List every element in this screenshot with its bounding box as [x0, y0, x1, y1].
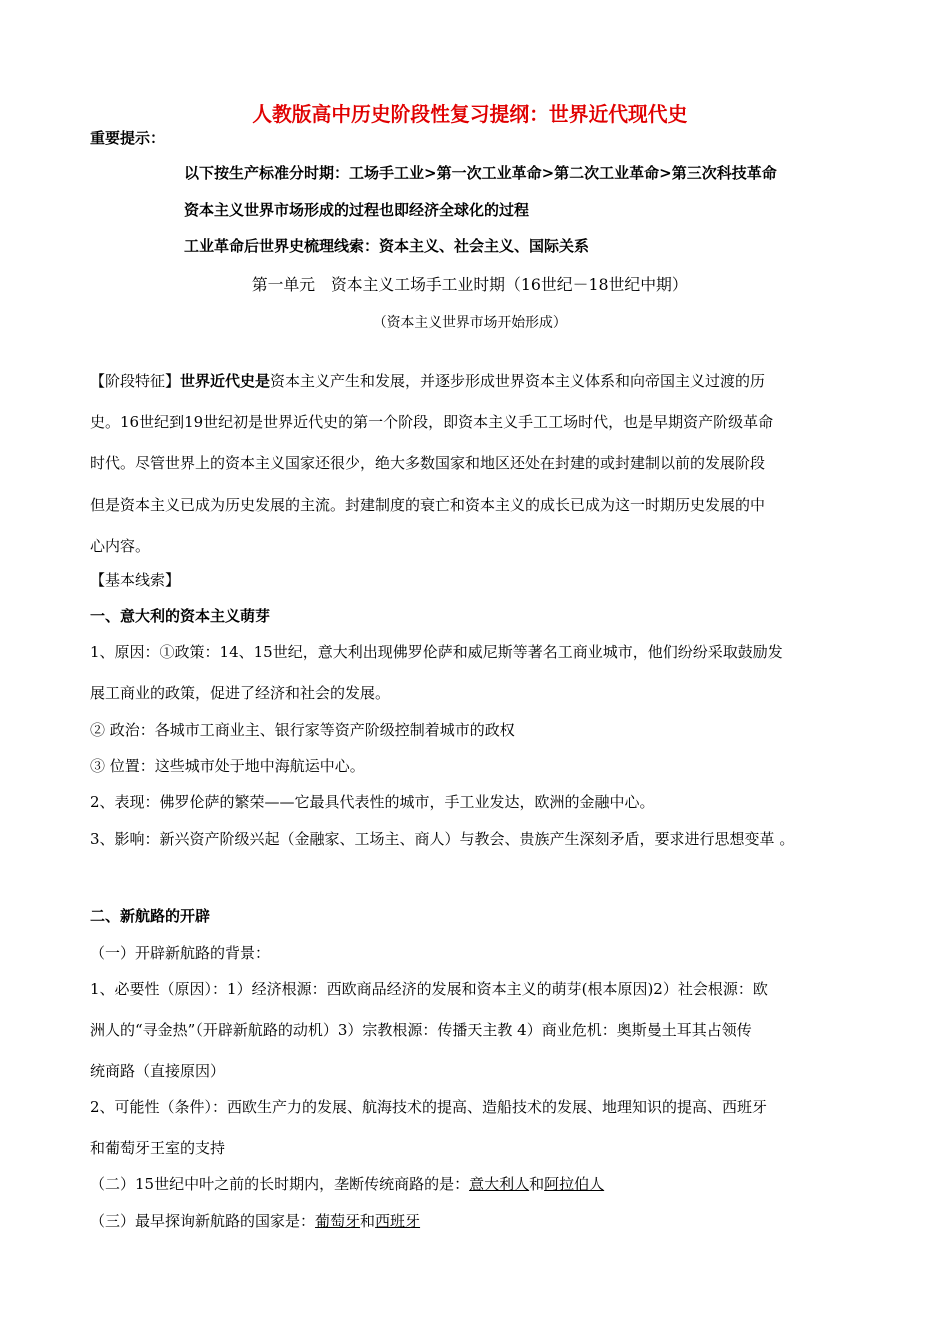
- question-2-prefix: （二）15世纪中叶之前的长时期内，垄断传统商路的是：: [90, 1175, 470, 1193]
- section2-line-6: 和葡萄牙王室的支持: [90, 1139, 226, 1157]
- tip-line-1: 以下按生产标准分时期：工场手工业>第一次工业革命>第二次工业革命>第三次科技革命: [184, 164, 777, 182]
- section1-line-1: 1、原因：①政策：14、15世纪，意大利出现佛罗伦萨和威尼斯等著名工商业城市，他们纷纷采取鼓励发: [90, 643, 783, 661]
- answer-arabs: 阿拉伯人: [544, 1175, 605, 1193]
- stage-paragraph-line-5: 心内容。: [90, 537, 151, 555]
- section1-line-6: 3、影响：新兴资产阶级兴起（金融家、工场主、商人）与教会、贵族产生深刻矛盾，要求进行思想变革 。: [90, 830, 795, 848]
- stage-label: 【阶段特征】: [90, 372, 181, 390]
- unit-subheading: （资本主义世界市场开始形成）: [372, 315, 567, 331]
- question-3-joiner: 和: [360, 1212, 376, 1230]
- stage-bold-lead: 世界近代史是: [180, 372, 271, 390]
- section2-line-3: 洲人的“寻金热”（开辟新航路的动机）3）宗教根源：传播天主教 4）商业危机：奥斯曼土耳其占领传: [90, 1021, 752, 1039]
- answer-italians: 意大利人: [469, 1175, 530, 1193]
- important-label: 重要提示：: [90, 129, 166, 147]
- question-2-line: [90, 1174, 604, 1194]
- unit-heading: 第一单元 资本主义工场手工业时期（16世纪－18世纪中期）: [251, 275, 688, 294]
- stage-paragraph-line-2: 史。16世纪到19世纪初是世界近代史的第一个阶段，即资本主义手工工场时代，也是早期资产阶级革命: [90, 413, 774, 431]
- section2-line-2: 1、必要性（原因）：1）经济根源：西欧商品经济的发展和资本主义的萌芽(根本原因)2）社会根源：欧: [90, 980, 768, 998]
- basic-clue-label: 【基本线索】: [90, 571, 181, 589]
- section2-line-5: 2、可能性（条件）：西欧生产力的发展、航海技术的提高、造船技术的发展、地理知识的提高、西班牙: [90, 1098, 768, 1116]
- section1-line-2: 展工商业的政策，促进了经济和社会的发展。: [90, 684, 391, 702]
- section2-heading: 二、新航路的开辟: [90, 907, 211, 925]
- stage-text: 资本主义产生和发展，并逐步形成世界资本主义体系和向帝国主义过渡的历: [270, 372, 766, 390]
- stage-paragraph-line-3: 时代。尽管世界上的资本主义国家还很少，绝大多数国家和地区还处在封建的或封建制以前的发展阶段: [90, 454, 766, 472]
- tip-line-3: 工业革命后世界史梳理线索：资本主义、社会主义、国际关系: [184, 237, 590, 255]
- section1-line-5: 2、表现：佛罗伦萨的繁荣——它最具代表性的城市，手工业发达，欧洲的金融中心。: [90, 793, 655, 811]
- section1-line-3: ② 政治：各城市工商业主、银行家等资产阶级控制着城市的政权: [90, 721, 515, 739]
- section1-line-4: ③ 位置：这些城市处于地中海航运中心。: [90, 757, 365, 775]
- section2-line-4: 统商路（直接原因）: [90, 1062, 226, 1080]
- section1-heading: 一、意大利的资本主义萌芽: [90, 607, 271, 625]
- section2-line-1: （一）开辟新航路的背景：: [90, 944, 271, 962]
- question-3-line: [90, 1211, 420, 1231]
- stage-paragraph-line-4: 但是资本主义已成为历史发展的主流。封建制度的衰亡和资本主义的成长已成为这一时期历史发展的中: [90, 496, 766, 514]
- question-2-joiner: 和: [529, 1175, 545, 1193]
- question-3-prefix: （三）最早探询新航路的国家是：: [90, 1212, 316, 1230]
- answer-portugal: 葡萄牙: [315, 1212, 361, 1230]
- tip-line-2: 资本主义世界市场形成的过程也即经济全球化的过程: [184, 201, 530, 219]
- document-title: 人教版高中历史阶段性复习提纲：世界近代现代史: [252, 102, 688, 126]
- stage-paragraph-line-1: [90, 371, 765, 391]
- answer-spain: 西班牙: [375, 1212, 421, 1230]
